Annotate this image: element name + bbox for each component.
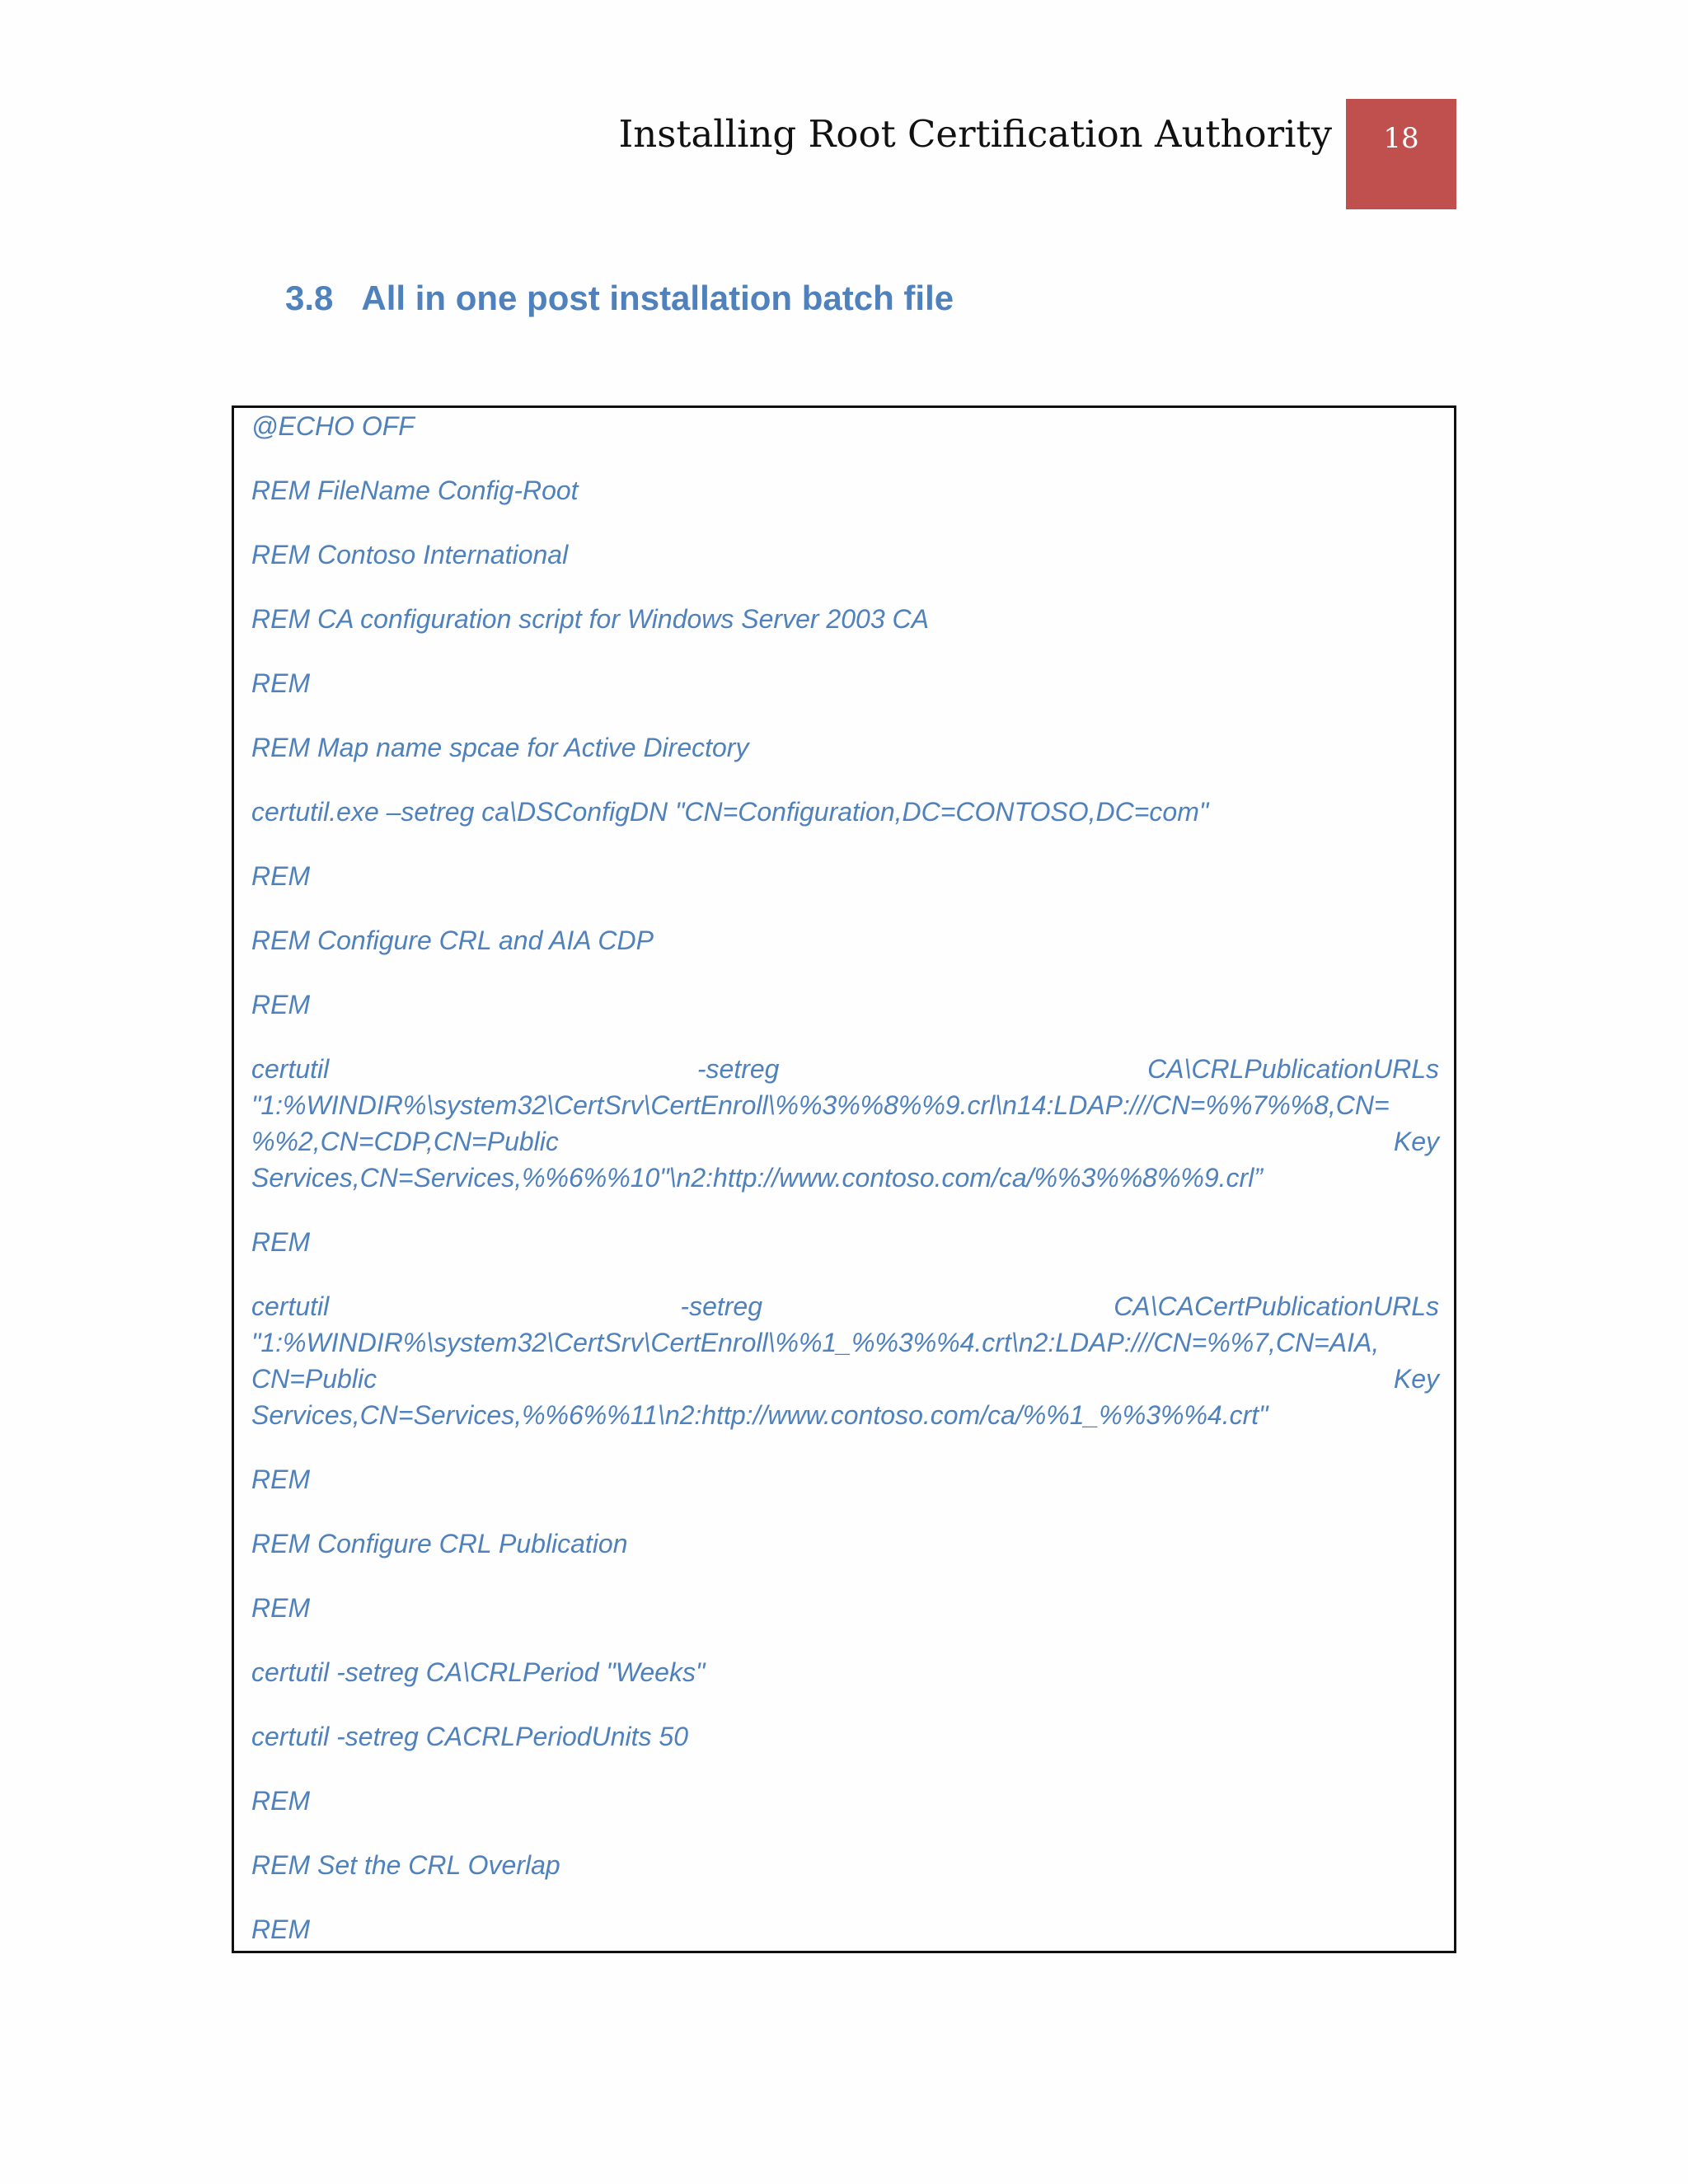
aia-urls-line: "1:%WINDIR%\system32\CertSrv\CertEnroll\%%1_%%3%%4.crt\n2:LDAP:///CN=%%7,CN=AIA, — [251, 1328, 1380, 1357]
section-title: All in one post installation batch file — [361, 279, 954, 317]
script-line: REM Set the CRL Overlap — [251, 1850, 560, 1880]
crl-dn-row — [251, 1123, 1439, 1160]
script-line: REM — [251, 1227, 311, 1257]
script-line: REM — [251, 1786, 311, 1816]
script-line: @ECHO OFF — [251, 411, 415, 441]
script-line: REM — [251, 1465, 311, 1494]
script-line: certutil.exe –setreg ca\DSConfigDN "CN=Configuration,DC=CONTOSO,DC=com" — [251, 797, 1209, 827]
script-line: REM FileName Config-Root — [251, 476, 579, 505]
script-line: REM — [251, 861, 311, 891]
crl-dn-part: %%2,CN=CDP,CN=Public — [251, 1127, 559, 1156]
script-line: REM Map name spcae for Active Directory — [251, 733, 749, 762]
script-line: REM Configure CRL Publication — [251, 1529, 628, 1558]
aia-command-row — [251, 1288, 1439, 1324]
section-heading — [285, 279, 954, 318]
script-line: certutil -setreg CACRLPeriodUnits 50 — [251, 1722, 688, 1751]
script-line: REM — [251, 1593, 311, 1623]
aia-dn-key: Key — [1393, 1364, 1439, 1394]
script-line: certutil -setreg CA\CRLPeriod "Weeks" — [251, 1657, 706, 1687]
aia-services-line: Services,CN=Services,%%6%%11\n2:http://www.contoso.com/ca/%%1_%%3%%4.crt" — [251, 1400, 1268, 1430]
script-line: REM — [251, 990, 311, 1019]
script-line: REM CA configuration script for Windows Server 2003 CA — [251, 604, 929, 634]
crl-dn-key: Key — [1393, 1127, 1439, 1156]
crl-command-row — [251, 1051, 1439, 1087]
aia-command: certutil — [251, 1291, 330, 1321]
crl-urls-line: "1:%WINDIR%\system32\CertSrv\CertEnroll\%%3%%8%%9.crl\n14:LDAP:///CN=%%7%%8,CN= — [251, 1090, 1390, 1120]
aia-dn-part: CN=Public — [251, 1364, 377, 1394]
batch-script-box — [232, 405, 1456, 1953]
script-line: REM — [251, 668, 311, 698]
aia-switch: -setreg — [680, 1291, 763, 1321]
running-header-title: Installing Root Certification Authority — [618, 112, 1332, 156]
crl-services-line: Services,CN=Services,%%6%%10"\n2:http://www.contoso.com/ca/%%3%%8%%9.crl” — [251, 1163, 1263, 1193]
aia-registry-key: CA\CACertPublicationURLs — [1114, 1291, 1439, 1321]
section-number: 3.8 — [285, 279, 334, 317]
script-line: REM — [251, 1915, 311, 1944]
script-line: REM Configure CRL and AIA CDP — [251, 926, 654, 955]
crl-command: certutil — [251, 1054, 330, 1084]
crl-switch: -setreg — [696, 1054, 780, 1084]
aia-dn-row — [251, 1361, 1439, 1397]
crl-registry-key: CA\CRLPublicationURLs — [1147, 1054, 1439, 1084]
page-number-badge: 18 — [1346, 99, 1456, 209]
script-line: REM Contoso International — [251, 540, 569, 569]
